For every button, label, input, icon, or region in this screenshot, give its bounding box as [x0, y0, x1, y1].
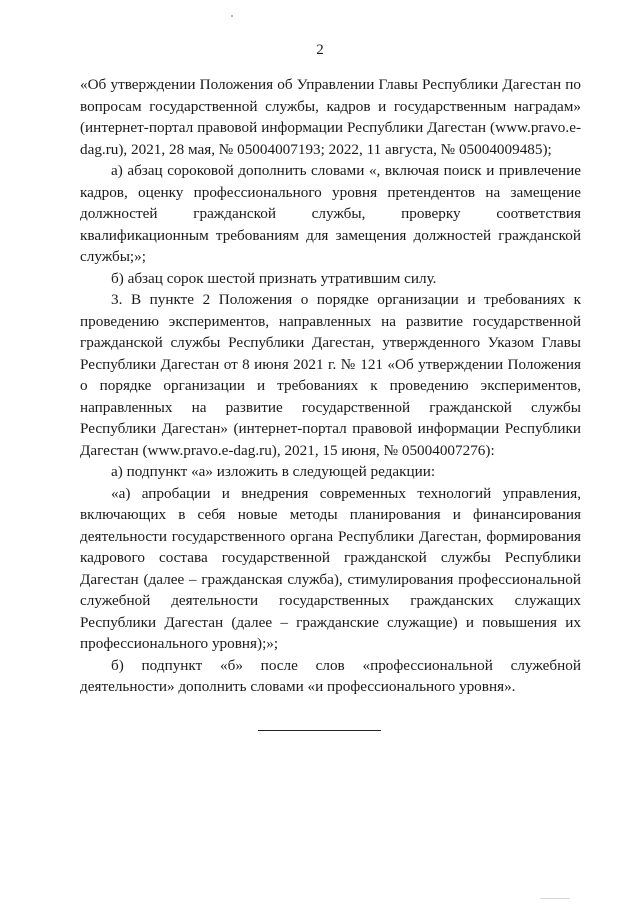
- closing-separator-line: [258, 730, 381, 731]
- paragraph-subitem-a-new-wording: а) подпункт «а» изложить в следующей редакции:: [111, 463, 436, 480]
- scan-speck: [231, 15, 233, 17]
- page-number: 2: [316, 42, 324, 58]
- document-body: [80, 74, 581, 698]
- paragraph-subitem-b-forty-six: б) абзац сорок шестой признать утратившим силу.: [111, 269, 437, 287]
- paragraph-subitem-b: б) подпункт «б» после слов «профессиональной служебной деятельности» дополнить словами «и профессионального уровня».: [80, 656, 581, 695]
- scan-speck: [540, 898, 570, 899]
- paragraph-continuation: «Об утверждении Положения об Управлении Главы Республики Дагестан по вопросам государственной службы, кадров и государственным наградам» (интернет-портал правовой информации Республики Дагестан (www.pravo.e-dag.ru), 2021, 28 мая, № 05004007193; 2022, 11 августа, № 05004009485);: [80, 76, 581, 158]
- paragraph-subitem-a-forty: а) абзац сороковой дополнить словами «, включая поиск и привлечение кадров, оценку профессионального уровня претендентов на замещение должностей гражданской службы, проверку соответствия квалификационным требованиям для замещения должностей гражданской службы;»;: [80, 162, 581, 265]
- paragraph-item-3: 3. В пункте 2 Положения о порядке организации и требованиях к проведению экспериментов, направленных на развитие государственной гражданской службы Республики Дагестан, утвержденного Указом Главы Республики Дагестан от 8 июня 2021 г. № 121 «Об утверждении Положения о порядке организации и требованиях к проведению экспериментов, направленных на развитие государственной гражданской службы Республики Дагестан» (интернет-портал правовой информации Республики Дагестан (www.pravo.e-dag.ru), 2021, 15 июня, № 05004007276):: [80, 291, 581, 459]
- paragraph-quoted-subitem-a: «а) апробации и внедрения современных технологий управления, включающих в себя новые методы планирования и финансирования деятельности государственного органа Республики Дагестан, формирования кадрового состава государственной гражданской службы Республики Дагестан (далее – гражданская служба), стимулирования профессиональной служебной деятельности государственных гражданских служащих Республики Дагестан (далее – гражданские служащие) и повышения их профессионального уровня);»;: [80, 484, 581, 652]
